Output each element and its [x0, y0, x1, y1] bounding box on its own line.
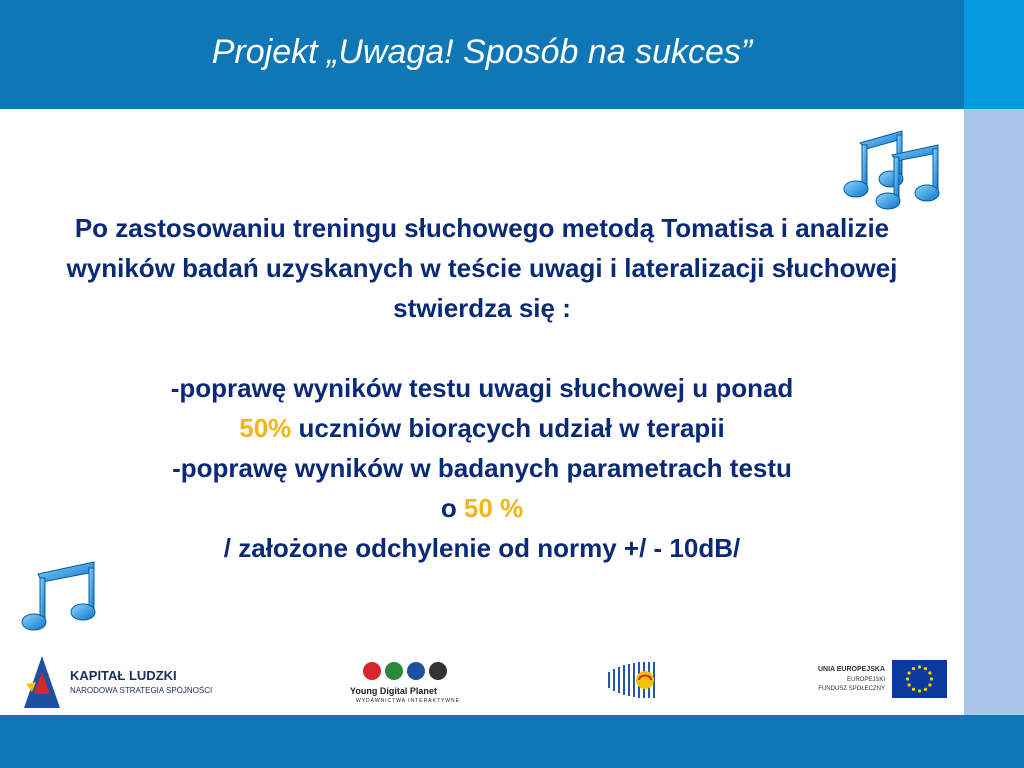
result-line-2 — [30, 448, 934, 528]
slide-title: Projekt „Uwaga! Sposób na sukces” — [211, 33, 753, 71]
side-strip — [964, 109, 1024, 715]
ydp-label: Young Digital Planet — [350, 686, 437, 696]
ydp-logo-icon — [360, 656, 456, 686]
header-accent — [964, 0, 1024, 109]
kapital-ludzki-sub: NARODOWA STRATEGIA SPÓJNOŚCI — [70, 686, 213, 695]
kapital-ludzki-logo-icon — [22, 654, 64, 710]
footer-bar — [0, 715, 1024, 768]
tomatis-logo-icon — [605, 658, 660, 702]
ue-sub2: FUNDUSZ SPOŁECZNY — [818, 686, 885, 692]
slide-body — [30, 208, 934, 568]
music-notes-icon — [840, 125, 950, 215]
result1-text: -poprawę wyników testu uwagi słuchowej u ponad — [170, 373, 794, 403]
kapital-ludzki-label: KAPITAŁ LUDZKI — [70, 668, 177, 683]
music-note-icon — [20, 560, 100, 635]
result1-percent: 50% — [239, 413, 292, 443]
ue-sub1: EUROPEJSKI — [846, 677, 885, 683]
result-line-1 — [30, 368, 934, 448]
result2-o: o — [440, 493, 464, 523]
result1-text-b: uczniów biorących udział w terapii — [291, 413, 725, 443]
logo-bar — [0, 648, 964, 714]
eu-flag-icon — [892, 660, 947, 698]
result-note: / założone odchylenie od normy +/ - 10dB/ — [223, 533, 741, 563]
ue-label: UNIA EUROPEJSKA — [817, 666, 885, 673]
ydp-sub: WYDAWNICTWA INTERAKTYWNE — [356, 698, 460, 704]
result2-percent: 50 % — [463, 493, 524, 523]
intro-paragraph: Po zastosowaniu treningu słuchowego metodą Tomatisa i analizie wyników badań uzyskanych w teście uwagi i lateralizacji słuchowej stwierdza się : — [66, 213, 898, 323]
result2-text: -poprawę wyników w badanych parametrach testu — [172, 453, 792, 483]
